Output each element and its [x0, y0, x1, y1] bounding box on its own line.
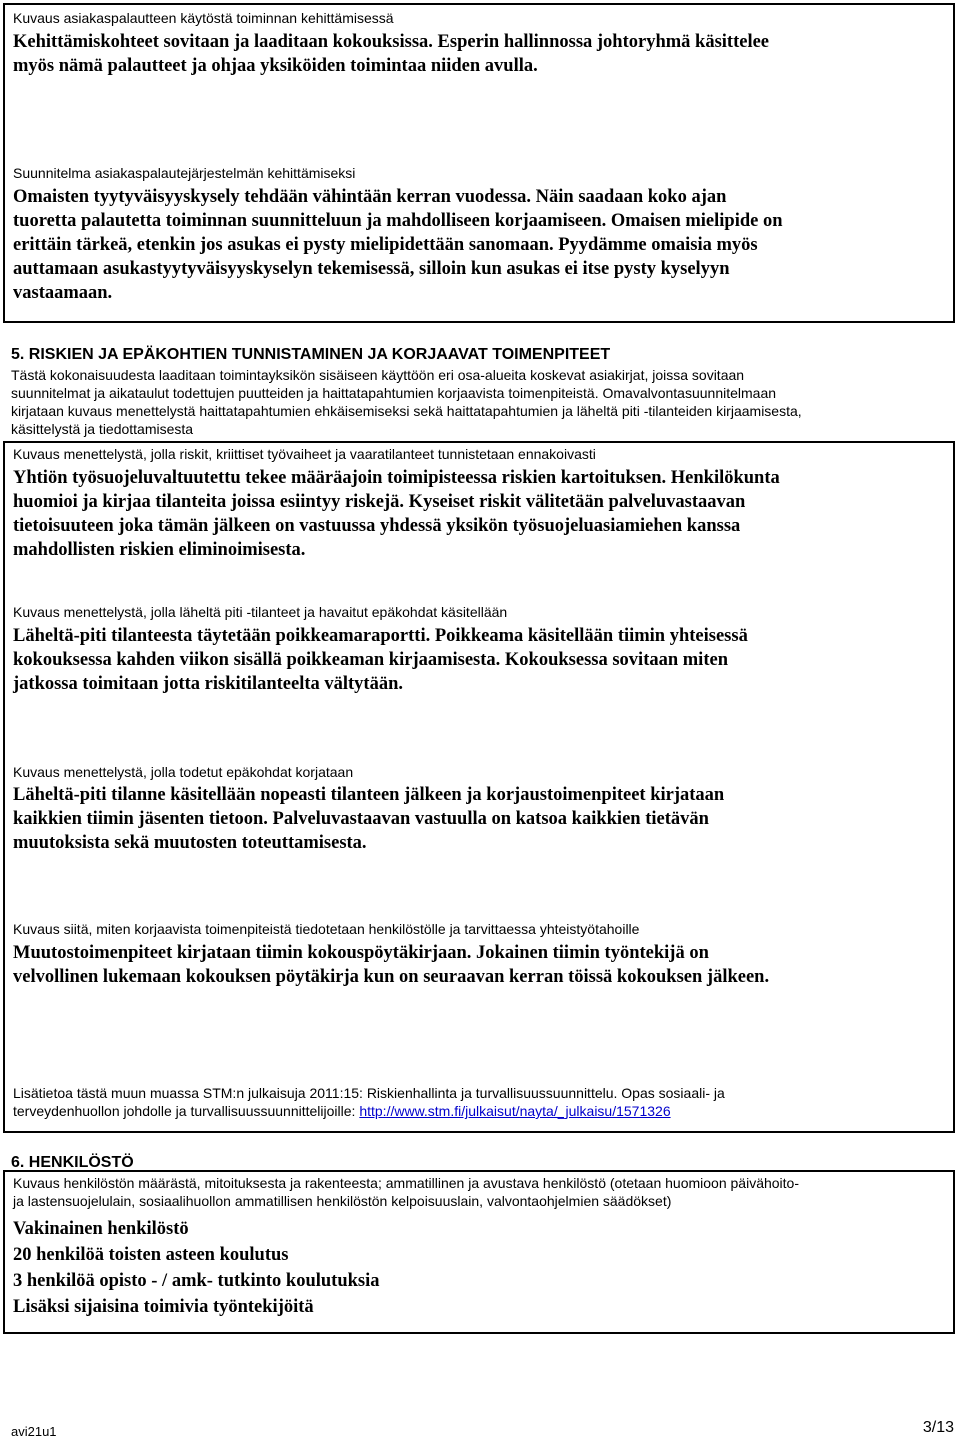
section-5-intro: [11, 366, 802, 438]
informing-text: [13, 941, 947, 989]
text-line: huomioi ja kirjaa tilanteita joissa esiintyy riskejä. Kyseiset riskit välitetään palveluvastaavan: [13, 492, 746, 512]
risks-text: [13, 466, 947, 562]
feedback-usage-label: Kuvaus asiakaspalautteen käytöstä toiminnan kehittämisessä: [13, 10, 394, 26]
text-line: auttamaan asukastyytyväisyyskyselyn tekemisessä, silloin kun asukas ei itse pysty kyselyyn: [13, 259, 730, 279]
corrected-text: [13, 783, 947, 855]
page-number: 3/13: [922, 1419, 954, 1436]
text-line: kirjataan kuvaus menettelystä haittatapahtumien ehkäisemiseksi sekä haittatapahtumien ja läheltä piti -tilanteiden kirjaamisesta,: [11, 403, 802, 419]
text-line: Lisäksi sijaisina toimivia työntekijöitä: [13, 1297, 314, 1317]
more-info-line: Lisätietoa tästä muun muassa STM:n julkaisuja 2011:15: Riskienhallinta ja turvallisuussuunnittelu. Opas sosiaali- ja: [13, 1085, 725, 1101]
text-line: Yhtiön työsuojeluvaltuutettu tekee määräajoin toimipisteessa riskien kartoituksen. Henkilökunta: [13, 468, 780, 488]
text-line: Tästä kokonaisuudesta laaditaan toimintayksikön sisäiseen käyttöön eri osa-alueita koskevat asiakirjat, joissa sovitaan: [11, 367, 745, 383]
text-line: jatkossa toimitaan jotta riskitilanteelta vältytään.: [13, 674, 404, 694]
feedback-box: [3, 3, 955, 323]
text-line: Vakinainen henkilöstö: [13, 1219, 189, 1239]
text-line: Läheltä-piti tilanne käsitellään nopeasti tilanteen jälkeen ja korjaustoimenpiteet kirjataan: [13, 785, 725, 805]
staff-box: [3, 1170, 955, 1334]
more-info-line: [13, 1102, 947, 1120]
text-line: Läheltä-piti tilanteesta täytetään poikkeamaraportti. Poikkeama käsitellään tiimin yhteisessä: [13, 626, 748, 646]
text-line: Kehittämiskohteet sovitaan ja laaditaan kokouksissa. Esperin hallinnossa johtoryhmä käsittelee: [13, 32, 770, 52]
text-line: suunnitelmat ja aikataulut todettujen puutteiden ja haittatapahtumien korjaavista toimenpiteistä. Omavalvontasuunnitelmaan: [11, 385, 777, 401]
informing-label: Kuvaus siitä, miten korjaavista toimenpiteistä tiedotetaan henkilöstölle ja tarvittaessa yhteistyötahoille: [13, 921, 640, 937]
text-line: tietoisuuteen joka tämän jälkeen on vastuussa yhdessä yksikön työsuojeluasiamiehen kanssa: [13, 516, 741, 536]
text-line: myös nämä palautteet ja ohjaa yksiköiden toimintaa niiden avulla.: [13, 56, 538, 76]
nearmiss-label: Kuvaus menettelystä, jolla läheltä piti -tilanteet ja havaitut epäkohdat käsitellään: [13, 604, 508, 620]
section-5-heading: 5. RISKIEN JA EPÄKOHTIEN TUNNISTAMINEN JA KORJAAVAT TOIMENPITEET: [11, 346, 611, 363]
text-line: vastaamaan.: [13, 283, 113, 303]
staff-text: [13, 1216, 947, 1320]
text-line: mahdollisten riskien eliminoimisesta.: [13, 540, 306, 560]
text-line: erittäin tärkeä, etenkin jos asukas ei pysty mielipidettään sanomaan. Pyydämme omaisia myös: [13, 235, 758, 255]
text-line: 3 henkilöä opisto - / amk- tutkinto koulutuksia: [13, 1271, 380, 1291]
section-6-heading: 6. HENKILÖSTÖ: [11, 1154, 134, 1171]
text-line: Muutostoimenpiteet kirjataan tiimin kokouspöytäkirjaan. Jokainen tiimin työntekijä on: [13, 943, 709, 963]
nearmiss-text: [13, 624, 947, 696]
text-line: ja lastensuojelulain, sosiaalihuollon ammatillisen henkilöstön kelpoisuuslain, valvontaohjelmien säädökset): [13, 1193, 672, 1209]
text-line: tuoretta palautetta toiminnan suunnitteluun ja mahdolliseen korjaamiseen. Omaisen mielipide on: [13, 211, 783, 231]
text-line: Omaisten tyytyväisyyskysely tehdään vähintään kerran vuodessa. Näin saadaan koko ajan: [13, 187, 727, 207]
stm-publication-link[interactable]: http://www.stm.fi/julkaisut/nayta/_julkaisu/1571326: [359, 1103, 671, 1119]
risk-box: [3, 441, 955, 1133]
text-line: 20 henkilöä toisten asteen koulutus: [13, 1245, 289, 1265]
corrected-label: Kuvaus menettelystä, jolla todetut epäkohdat korjataan: [13, 764, 354, 780]
more-info-prefix: terveydenhuollon johdolle ja turvallisuussuunnittelijoille:: [13, 1103, 360, 1119]
staff-label: [13, 1174, 947, 1210]
text-line: velvollinen lukemaan kokouksen pöytäkirja kun on seuraavan kerran töissä kokouksen jälkeen.: [13, 967, 770, 987]
feedback-plan-text: [13, 185, 947, 305]
text-line: kaikkien tiimin jäsenten tietoon. Palveluvastaavan vastuulla on katsoa kaikkien tietävän: [13, 809, 709, 829]
text-line: muutoksista sekä muutosten toteuttamisesta.: [13, 833, 367, 853]
feedback-usage-text: [13, 30, 947, 78]
text-line: kokouksessa kahden viikon sisällä poikkeaman kirjaamisesta. Kokouksessa sovitaan miten: [13, 650, 728, 670]
feedback-plan-label: Suunnitelma asiakaspalautejärjestelmän kehittämiseksi: [13, 165, 356, 181]
more-info: [13, 1084, 947, 1120]
risks-label: Kuvaus menettelystä, jolla riskit, kriittiset työvaiheet ja vaaratilanteet tunnistetaan ennakoivasti: [13, 446, 596, 462]
text-line: käsittelystä ja tiedottamisesta: [11, 421, 194, 437]
form-code: avi21u1: [11, 1424, 57, 1439]
text-line: Kuvaus henkilöstön määrästä, mitoituksesta ja rakenteesta; ammatillinen ja avustava henkilöstö (otetaan huomioon päivähoito-: [13, 1175, 799, 1191]
